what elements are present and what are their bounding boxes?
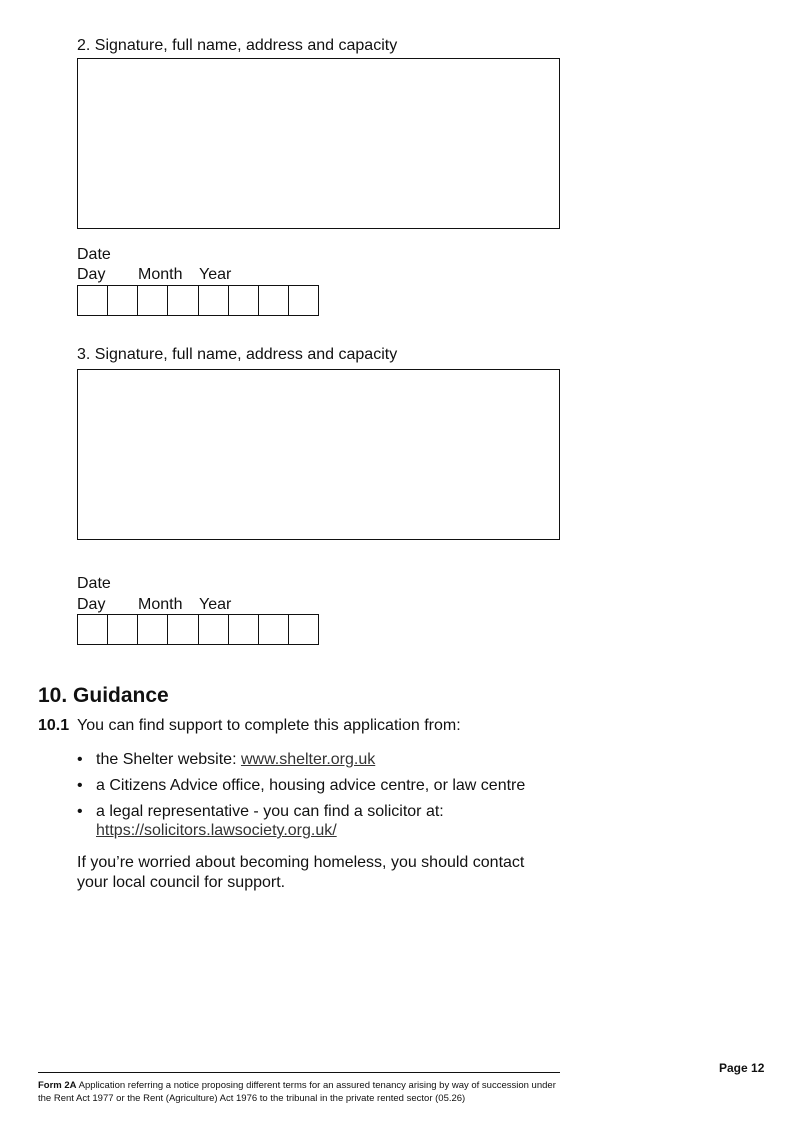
date-3-year-digit-2[interactable] (229, 615, 259, 644)
signature-3-box[interactable] (77, 369, 560, 540)
date-2-year-digit-1[interactable] (199, 286, 229, 315)
date-2-day-digit-2[interactable] (108, 286, 138, 315)
date-3-day-digit-1[interactable] (78, 615, 108, 644)
page-number: Page 12 (719, 1061, 765, 1075)
closing-line-1: If you’re worried about becoming homeless, you should contact (77, 854, 525, 871)
date-3-label: Date (77, 575, 111, 592)
closing-line-2: your local council for support. (77, 874, 286, 891)
signature-2-box[interactable] (77, 58, 560, 229)
date-3-month-label: Month (138, 596, 183, 613)
date-2-month-digit-2[interactable] (168, 286, 198, 315)
law-society-link-wrap (96, 821, 337, 841)
bullet-dot: • (77, 803, 83, 820)
guidance-heading: 10. Guidance (38, 684, 169, 707)
signature-3-label: 3. Signature, full name, address and capacity (77, 346, 398, 363)
date-3-grid (77, 614, 319, 645)
guidance-intro: You can find support to complete this application from: (77, 717, 461, 734)
bullet-legal-rep: a legal representative - you can find a solicitor at: (96, 803, 444, 820)
date-2-month-digit-1[interactable] (138, 286, 168, 315)
bullet-shelter (96, 750, 375, 770)
footer-divider (38, 1072, 560, 1073)
date-3-year-digit-1[interactable] (199, 615, 229, 644)
bullet-shelter-text: the Shelter website: (96, 751, 241, 768)
date-3-year-digit-4[interactable] (289, 615, 318, 644)
footer-line-2: the Rent Act 1977 or the Rent (Agriculture) Act 1976 to the tribunal in the private rented sector (05.26) (38, 1093, 466, 1104)
guidance-item-number: 10.1 (38, 717, 70, 734)
date-3-month-digit-1[interactable] (138, 615, 168, 644)
date-2-day-label: Day (77, 266, 106, 283)
date-2-grid (77, 285, 319, 316)
bullet-dot: • (77, 777, 83, 794)
date-2-label: Date (77, 246, 111, 263)
bullet-citizens-advice: a Citizens Advice office, housing advice centre, or law centre (96, 777, 526, 794)
date-2-month-label: Month (138, 266, 183, 283)
footer-description-1: Application referring a notice proposing different terms for an assured tenancy arising by way of succession under (76, 1080, 556, 1091)
date-3-day-digit-2[interactable] (108, 615, 138, 644)
date-3-month-digit-2[interactable] (168, 615, 198, 644)
shelter-link[interactable]: www.shelter.org.uk (240, 751, 376, 768)
date-3-year-digit-3[interactable] (259, 615, 289, 644)
footer-form-name: Form 2A (38, 1080, 77, 1091)
date-2-year-digit-2[interactable] (229, 286, 259, 315)
signature-2-label: 2. Signature, full name, address and capacity (77, 37, 398, 54)
date-2-year-digit-4[interactable] (289, 286, 318, 315)
date-2-day-digit-1[interactable] (78, 286, 108, 315)
law-society-link[interactable]: https://solicitors.lawsociety.org.uk/ (96, 822, 337, 839)
date-3-year-label: Year (199, 596, 232, 613)
bullet-dot: • (77, 751, 83, 768)
date-2-year-digit-3[interactable] (259, 286, 289, 315)
date-3-day-label: Day (77, 596, 106, 613)
footer-line-1 (38, 1080, 556, 1092)
date-2-year-label: Year (199, 266, 232, 283)
